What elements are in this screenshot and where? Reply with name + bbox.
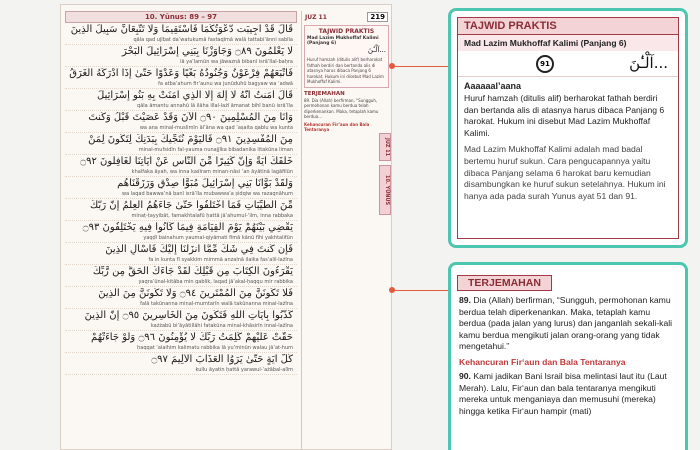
mini-tajwid-title: TAJWID PRAKTIS xyxy=(318,28,375,35)
mini-tajwid-subtitle: Mad Lazim Mukhoffaf Kalimi (Panjang 6) xyxy=(307,36,379,46)
quran-line-arabic: لَا يَعْلَمُونَ ۝٨٩ وَجَاوَزْنَا بِبَنِي إِسْرَائِيلَ الْبَحْرَ xyxy=(122,46,293,57)
quran-line xyxy=(65,243,297,265)
side-column xyxy=(301,11,391,450)
connector-line-tajwid xyxy=(392,66,450,67)
mini-terjemahan-text: 89. Dia (Allah) berfirman, “Sungguh, permohonan kamu berdua telah diperkenankan. Maka, tetaplah kamu berdua… xyxy=(304,97,379,119)
quran-line-transliteration: ḥaqqat ‘alaihim kalimatu rabbika lā yu’minūn walau jā’at-hum xyxy=(137,345,293,351)
quran-line-transliteration: każżabū bi’āyātillāhi fatakūna minal-khāsirīn innal-lażīna xyxy=(150,323,293,329)
tajwid-term: Aaaaaal’aana xyxy=(464,81,522,91)
quran-line-arabic: خَلْفَكَ آيَةً وَإِنَّ كَثِيرًا مِّنَ النَّاسِ عَنْ آيَاتِنَا لَغَافِلُونَ ۝٩٢ xyxy=(80,156,293,167)
quran-line-arabic: فَإِن كُنتَ فِي شَكٍّ مِّمَّا أَنزَلْنَا إِلَيْكَ فَاسْأَلِ الَّذِينَ xyxy=(105,244,293,255)
quran-line xyxy=(65,89,297,111)
quran-line-arabic: يَقْضِي بَيْنَهُمْ يَوْمَ الْقِيَامَةِ فِيمَا كَانُوا فِيهِ يَخْتَلِفُونَ ۝٩٣ xyxy=(82,222,293,233)
tajwid-paragraph-2: Mad Lazim Mukhoffaf Kalimi adalah mad badal bertemu huruf sukun. Cara pengucapannya yaitu dibaca Panjang selama 6 harokat baru kemudian disambungkan ke huruf sukun setelahnya. Hukum ini hanya ada pada surah Yunus ayat 51 dan 91. xyxy=(464,144,666,201)
quran-line xyxy=(65,287,297,309)
ayah-number-badge: 91 xyxy=(536,55,554,73)
quran-line xyxy=(65,111,297,133)
terjemahan-callout xyxy=(448,262,688,450)
juz-header xyxy=(302,11,391,23)
quran-line-transliteration: qāla āmantu annahū lā ilāha illal-lażī āmanat bihī banū isrā’īla xyxy=(137,103,293,109)
quran-line-arabic: حَقَّتْ عَلَيْهِمْ كَلِمَتُ رَبِّكَ لَا يُؤْمِنُونَ ۝٩٦ وَلَوْ جَاءَتْهُمْ xyxy=(91,332,293,343)
tajwid-paragraph-1: Huruf hamzah (ditulis alif) berharokat fathah berdiri dan bertanda alis di atasnya harus dibaca Panjang 6 harokat. Hukum ini disebut Mad Lazim Mukhoffaf Kalimi. xyxy=(464,93,665,138)
quran-line-arabic: قَالَ قَدْ أُجِيبَت دَّعْوَتُكُمَا فَاسْتَقِيمَا وَلَا تَتَّبِعَانِّ سَبِيلَ الَّذِينَ xyxy=(70,24,293,35)
quran-line-arabic: وَأَنَا مِنَ الْمُسْلِمِينَ ۝٩٠ آلْآنَ وَقَدْ عَصَيْتَ قَبْلُ وَكُنتَ xyxy=(88,112,293,123)
quran-line-transliteration: minaṭ-ṭayyibāt, famakhtalafū ḥattā jā’ahumul-‘ilm, inna rabbaka xyxy=(131,213,293,219)
tajwid-subtitle: Mad Lazim Mukhoffaf Kalimi (Panjang 6) xyxy=(458,35,678,51)
quran-line-transliteration: falā takūnanna minal-mumtarīn walā takūnanna minal-lażīna xyxy=(140,301,293,307)
quran-line-transliteration: wa laqad bawwa’nā banī isrā’īla mubawwa’a ṣidqiw wa razaqnāhum xyxy=(122,191,293,197)
quran-line xyxy=(65,177,297,199)
quran-line xyxy=(65,265,297,287)
quran-line-arabic: قَالَ آمَنتُ أَنَّهُ لَا إِلَٰهَ إِلَّا الَّذِي آمَنَتْ بِهِ بَنُو إِسْرَائِيلَ xyxy=(97,90,293,101)
mushaf-page xyxy=(60,4,392,450)
terjemahan-subhead: Kehancuran Fir‘aun dan Bala Tentaranya xyxy=(459,356,626,367)
quran-line-transliteration: wa ana minal-muslimīn āl’āna wa qad ‘aṣaita qablu wa kunta xyxy=(139,125,293,131)
mini-tajwid-box xyxy=(304,25,389,88)
tajwid-callout xyxy=(448,8,688,248)
quran-line-arabic: فَأَتْبَعَهُمْ فِرْعَوْنُ وَجُنُودُهُ بَغْيًا وَعَدْوًا حَتَّىٰ إِذَا أَدْرَكَهُ الْغَرَقُ xyxy=(69,68,293,79)
connector-line-terjemahan xyxy=(392,290,450,291)
tajwid-body xyxy=(458,77,678,211)
quran-line-transliteration: yaqra’ūnal-kitāba min qablik, laqad jā’akal-ḥaqqu mir rabbika xyxy=(138,279,293,285)
quran-line xyxy=(65,221,297,243)
mini-tajwid-text: Huruf hamzah (ditulis alif) berharokat fathah berdiri dan bertanda alis di atasnya harus dibaca Panjang 6 harokat. Hukum ini disebut Mad Lazim Mukhoffaf Kalimi. xyxy=(307,57,384,84)
quran-line-arabic: كَذَّبُوا بِآيَاتِ اللَّهِ فَتَكُونَ مِنَ الْخَاسِرِينَ ۝٩٥ إِنَّ الَّذِينَ xyxy=(84,310,293,321)
mini-tajwid-arabic: ...آلْـٰٔنَ xyxy=(367,46,386,54)
quran-line-transliteration: lā ya‘lamūn wa jāwaznā bibanī isrā’īlal-baḥra xyxy=(180,59,293,65)
quran-line-transliteration: fa in kunta fī syakkim mimmā anzalnā ilaika fas’alil-lażīna xyxy=(148,257,293,263)
quran-line-transliteration: kullu āyatin ḥattā yarawul-‘ażābal-alīm xyxy=(195,367,293,373)
juz-label: JUZ 11 xyxy=(305,13,327,21)
quran-line xyxy=(65,133,297,155)
verse-89-text: Dia (Allah) berfirman, “Sungguh, permohonan kamu berdua telah diperkenankan. Maka, tetaplah kamu berdua (pada jalan yang lurus) dan janganlah sekali-kali kamu berdua mengikuti jalan orang-orang yang tidak mengetahui.” xyxy=(459,295,673,352)
quran-line xyxy=(65,155,297,177)
quran-line xyxy=(65,67,297,89)
juz-side-tab: JUZ 11 xyxy=(379,133,391,161)
quran-line-arabic: وَلَقَدْ بَوَّأْنَا بَنِي إِسْرَائِيلَ مُبَوَّأَ صِدْقٍ وَرَزَقْنَاهُم xyxy=(117,178,293,189)
quran-line-arabic: يَقْرَءُونَ الْكِتَابَ مِن قَبْلِكَ لَقَدْ جَاءَكَ الْحَقُّ مِن رَّبِّكَ xyxy=(92,266,293,277)
surah-side-tab: 10. YŪNUS xyxy=(379,165,391,215)
quran-line xyxy=(65,331,297,353)
quran-line xyxy=(65,23,297,45)
quran-line-transliteration: yaqḍī bainahum yaumal-qiyāmati fīmā kānū fīhi yakhtalifūn xyxy=(143,235,293,241)
tajwid-callout-inner xyxy=(457,17,679,239)
surah-header: 10. Yūnus: 89 – 97 xyxy=(65,11,297,23)
verse-90 xyxy=(459,371,677,417)
verse-89 xyxy=(459,295,677,353)
quran-line xyxy=(65,309,297,331)
quran-line-transliteration: qāla qad ujībat da‘watukumā fastaqīmā walā tattabi‘ānni sabīla xyxy=(133,37,293,43)
quran-line-transliteration: minal-mufsidīn fal-yauma nunajjīka bibadanika litakūna liman xyxy=(138,147,293,153)
quran-line xyxy=(65,353,297,375)
quran-line xyxy=(65,45,297,67)
page-number: 219 xyxy=(367,12,388,22)
mini-terjemahan-subhead: Kehancuran Fir‘aun dan Bala Tentaranya xyxy=(304,121,370,132)
quran-line-transliteration: khalfaka āyah, wa inna kaṡīram minan-nāsi ‘an āyātinā lagāfilūn xyxy=(131,169,293,175)
quran-line-arabic: مِنَ الْمُفْسِدِينَ ۝٩١ فَالْيَوْمَ نُنَجِّيكَ بِبَدَنِكَ لِتَكُونَ لِمَنْ xyxy=(88,134,293,145)
quran-line-arabic: كُلُّ آيَةٍ حَتَّىٰ يَرَوُا الْعَذَابَ الْأَلِيمَ ۝٩٧ xyxy=(151,354,293,365)
mini-terjemahan-title: TERJEMAHAN xyxy=(304,90,345,97)
quran-line-transliteration: fa atba‘ahum fir‘aunu wa junūduhū bagyaw wa ‘adwā xyxy=(158,81,293,87)
terjemahan-title: TERJEMAHAN xyxy=(457,275,552,291)
tajwid-arabic-word: ...آلْـٰٔنَ xyxy=(629,54,668,72)
quran-column xyxy=(65,11,297,450)
tajwid-arabic-row xyxy=(458,51,678,77)
verse-90-text: Kami jadikan Bani Israil bisa melintasi laut itu (Laut Merah). Lalu, Fir‘aun dan bala tentaranya mengikuti mereka untuk menganiaya dan memusuhi (mereka) hingga ketika Fir‘aun hampir (mati) xyxy=(459,370,667,416)
quran-line-arabic: مِّنَ الطَّيِّبَاتِ فَمَا اخْتَلَفُوا حَتَّىٰ جَاءَهُمُ الْعِلْمُ إِنَّ رَبَّكَ xyxy=(90,200,293,211)
terjemahan-callout-inner xyxy=(457,271,679,450)
quran-line-arabic: فَلَا تَكُونَنَّ مِنَ الْمُمْتَرِينَ ۝٩٤ وَلَا تَكُونَنَّ مِنَ الَّذِينَ xyxy=(98,288,293,299)
verse-89-number: 89. xyxy=(459,295,471,305)
tajwid-title: TAJWID PRAKTIS xyxy=(458,18,678,35)
verse-90-number: 90. xyxy=(459,370,471,381)
quran-lines xyxy=(65,23,297,375)
terjemahan-body xyxy=(457,291,679,425)
quran-line xyxy=(65,199,297,221)
